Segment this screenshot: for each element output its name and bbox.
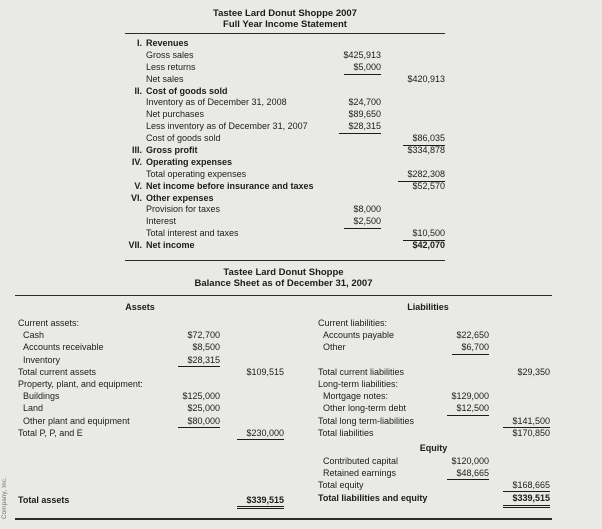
amount: $86,035 xyxy=(403,133,445,146)
row-other-liabilities: Other $6,700 xyxy=(315,341,552,353)
amount: $10,500 xyxy=(403,228,445,241)
horizontal-rule xyxy=(125,260,445,261)
liabilities-column xyxy=(315,317,552,505)
section-numeral: VI. xyxy=(130,192,142,203)
row-other-plant-equipment: Other plant and equipment $80,000 xyxy=(15,415,290,427)
row-gross-sales: Gross sales $425,913 xyxy=(146,49,381,60)
amount: $29,350 xyxy=(517,366,550,377)
row-gross-profit: III. Gross profit $334,878 xyxy=(125,145,445,157)
income-statement-subtitle: Full Year Income Statement xyxy=(223,19,347,30)
row-total-equity: Total equity $168,665 xyxy=(315,479,552,491)
horizontal-rule xyxy=(15,518,552,520)
row-cost-of-goods-sold: Cost of goods sold $86,035 xyxy=(125,133,445,145)
row-net-income: VII. Net income $42,070 xyxy=(125,240,445,252)
row-ppe-header: Property, plant, and equipment: xyxy=(18,378,143,389)
row-cash: Cash $72,700 xyxy=(23,330,220,341)
amount: $125,000 xyxy=(182,391,220,402)
amount: $420,913 xyxy=(407,73,445,84)
row-other-long-term-debt: Other long-term debt $12,500 xyxy=(315,402,552,414)
income-statement xyxy=(125,8,445,261)
balance-sheet-titles xyxy=(15,267,552,289)
balance-sheet-subtitle: Balance Sheet as of December 31, 2007 xyxy=(194,278,373,289)
row-net-sales: Net sales $420,913 xyxy=(146,73,445,84)
amount: $72,700 xyxy=(187,330,220,341)
amount: $170,850 xyxy=(512,427,550,438)
section-numeral: V. xyxy=(134,180,142,191)
amount: $25,000 xyxy=(187,403,220,414)
section-numeral: VII. xyxy=(128,240,142,251)
row-total-assets: Total assets $339,515 xyxy=(15,494,290,506)
amount: $80,000 xyxy=(178,415,220,428)
amount: $6,700 xyxy=(452,341,489,354)
amount: $28,315 xyxy=(339,121,381,134)
row-less-inventory-2007: Less inventory as of December 31, 2007 $28,315 xyxy=(125,121,445,133)
amount: $339,515 xyxy=(503,492,550,507)
row-total-interest-and-taxes: Total interest and taxes $10,500 xyxy=(125,228,445,240)
row-total-liabilities-and-equity: Total liabilities and equity $339,515 xyxy=(315,492,552,504)
assets-column xyxy=(15,317,290,506)
row-current-liabilities-header: Current liabilities: xyxy=(318,318,388,328)
amount: $24,700 xyxy=(348,97,381,108)
row-current-assets-header: Current assets: xyxy=(18,318,80,328)
amount: $8,500 xyxy=(192,342,220,353)
section-numeral: I. xyxy=(136,38,142,48)
assets-column-header: Assets xyxy=(125,302,155,312)
row-net-purchases: Net purchases $89,650 xyxy=(146,109,381,120)
row-interest: Interest $2,500 xyxy=(125,216,445,228)
row-retained-earnings: Retained earnings $48,665 xyxy=(315,467,552,479)
row-provision-for-taxes: Provision for taxes $8,000 xyxy=(146,204,381,215)
row-blank xyxy=(315,354,552,366)
amount: $109,515 xyxy=(246,366,284,377)
row-long-term-liabilities-header: Long-term liabilities: xyxy=(318,378,399,389)
row-less-returns: Less returns $5,000 xyxy=(125,62,445,74)
amount: $120,000 xyxy=(451,455,489,466)
row-inventory-2008: Inventory as of December 31, 2008 $24,700 xyxy=(146,97,381,108)
amount: $28,315 xyxy=(178,354,220,367)
row-total-operating-expenses: Total operating expenses $282,308 xyxy=(125,169,445,181)
balance-sheet-title: Tastee Lard Donut Shoppe xyxy=(223,267,344,278)
horizontal-rule xyxy=(15,295,552,296)
equity-section-header: Equity xyxy=(419,442,448,453)
liabilities-column-header: Liabilities xyxy=(407,302,449,312)
amount: $282,308 xyxy=(398,169,445,182)
row-mortgage-notes: Mortgage notes: $129,000 xyxy=(323,391,489,402)
amount: $42,070 xyxy=(412,240,445,251)
row-accounts-receivable: Accounts receivable $8,500 xyxy=(23,342,220,353)
amount: $8,000 xyxy=(353,204,381,215)
row-contributed-capital: Contributed capital $120,000 xyxy=(323,455,489,466)
amount: $334,878 xyxy=(407,145,445,156)
horizontal-rule xyxy=(125,33,445,34)
row-total-current-assets: Total current assets $109,515 xyxy=(18,366,284,377)
amount: $339,515 xyxy=(237,494,284,509)
amount: $129,000 xyxy=(451,391,489,402)
row-total-liabilities: Total liabilities $170,850 xyxy=(318,427,550,438)
spacer xyxy=(15,439,290,493)
income-statement-title: Tastee Lard Donut Shoppe 2007 xyxy=(213,8,357,19)
row-net-income-before: V. Net income before insurance and taxes $52,570 xyxy=(125,181,445,193)
row-accounts-payable: Accounts payable $22,650 xyxy=(323,330,489,341)
amount: $5,000 xyxy=(344,62,381,75)
amount: $2,500 xyxy=(344,216,381,229)
section-numeral: IV. xyxy=(131,156,142,167)
row-inventory: Inventory $28,315 xyxy=(15,354,290,366)
amount: $89,650 xyxy=(348,109,381,120)
row-revenues: I. Revenues xyxy=(125,38,445,50)
amount: $425,913 xyxy=(343,49,381,60)
amount: $48,665 xyxy=(447,467,489,480)
row-other-expenses-section: VI. Other expenses xyxy=(125,193,445,205)
amount: $12,500 xyxy=(447,402,489,415)
row-total-long-term-liabilities: Total long term-liabilities $141,500 xyxy=(315,415,552,427)
row-operating-expenses-section: IV. Operating expenses xyxy=(125,157,445,169)
amount: $141,500 xyxy=(503,415,550,428)
row-total-ppe: Total P, P, and E $230,000 xyxy=(15,427,290,439)
amount: $22,650 xyxy=(456,330,489,341)
publisher-credit-vertical: Company, Inc. xyxy=(2,476,8,519)
row-cogs-section: II. Cost of goods sold xyxy=(125,86,445,98)
amount: $52,570 xyxy=(412,180,445,191)
row-land: Land $25,000 xyxy=(23,403,220,414)
section-numeral: II. xyxy=(134,85,142,96)
amount: $168,665 xyxy=(503,479,550,492)
section-numeral: III. xyxy=(131,145,142,156)
amount: $230,000 xyxy=(237,427,284,440)
row-buildings: Buildings $125,000 xyxy=(23,391,220,402)
row-total-current-liabilities: Total current liabilities $29,350 xyxy=(318,366,550,377)
